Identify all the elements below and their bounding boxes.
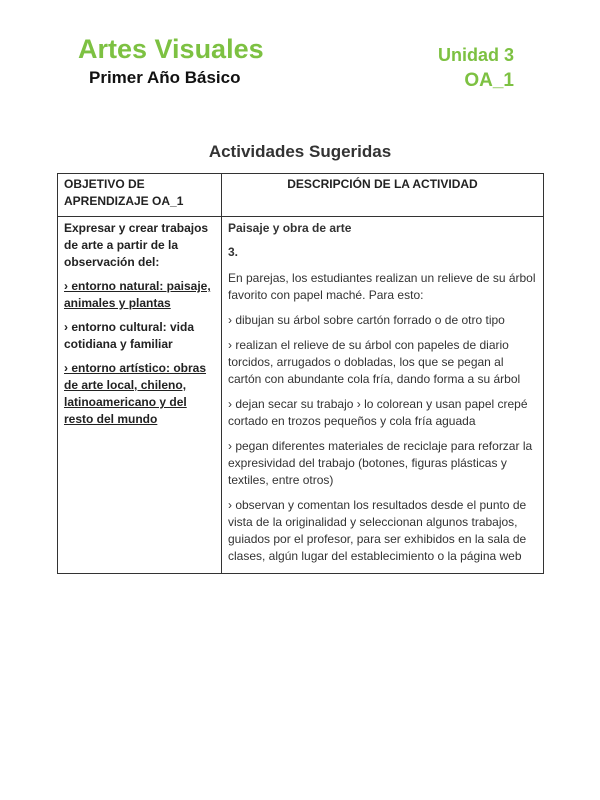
activity-step: › dejan secar su trabajo › lo colorean y usan papel crepé cortado en trozos pequeños y cola fría aguada [228,397,528,428]
objective-intro: Expresar y crear trabajos de arte a partir de la observación del: [64,221,209,269]
objective-item: › entorno natural: paisaje, animales y plantas [64,279,211,310]
page-title: Artes Visuales [78,34,264,64]
oa-label: OA_1 [464,69,514,91]
activity-step: › pegan diferentes materiales de reciclaje para reforzar la expresividad del trabajo (botones, figuras plásticas y textiles, entre otros) [228,439,533,487]
objective-item: › entorno artístico: obras de arte local, chileno, latinoamericano y del resto del mundo [64,361,207,426]
activity-intro: En parejas, los estudiantes realizan un relieve de su árbol favorito con papel maché. Para esto: [228,271,536,302]
activity-table [57,173,544,574]
header-right [438,45,514,92]
page-subtitle: Primer Año Básico [89,68,241,87]
objective-item: › entorno cultural: vida cotidiana y familiar [64,320,195,351]
section-title: Actividades Sugeridas [208,142,392,161]
objective-cell [58,217,222,574]
unit-label: Unidad 3 [437,45,514,65]
activity-step: › observan y comentan los resultados desde el punto de vista de la originalidad y seleccionan algunos trabajos, guiados por el profesor, para ser exhibidos en la sala de clases, algún lugar del establecimiento o la página web [228,498,527,563]
activity-step: › dibujan su árbol sobre cartón forrado o de otro tipo [228,313,505,327]
table-row [58,217,544,574]
objective-header: OBJETIVO DE APRENDIZAJE OA_1 [58,174,222,217]
header-left [78,36,264,88]
description-header: DESCRIPCIÓN DE LA ACTIVIDAD [222,174,544,217]
activity-title: Paisaje y obra de arte [228,221,352,235]
activity-step: › realizan el relieve de su árbol con papeles de diario torcidos, arrugados o dobladas, los que se pegan al cartón con abundante cola fría, dando forma a su árbol [228,338,521,386]
activity-number: 3. [228,245,239,259]
description-cell [222,217,544,574]
table-header-row [58,174,544,217]
